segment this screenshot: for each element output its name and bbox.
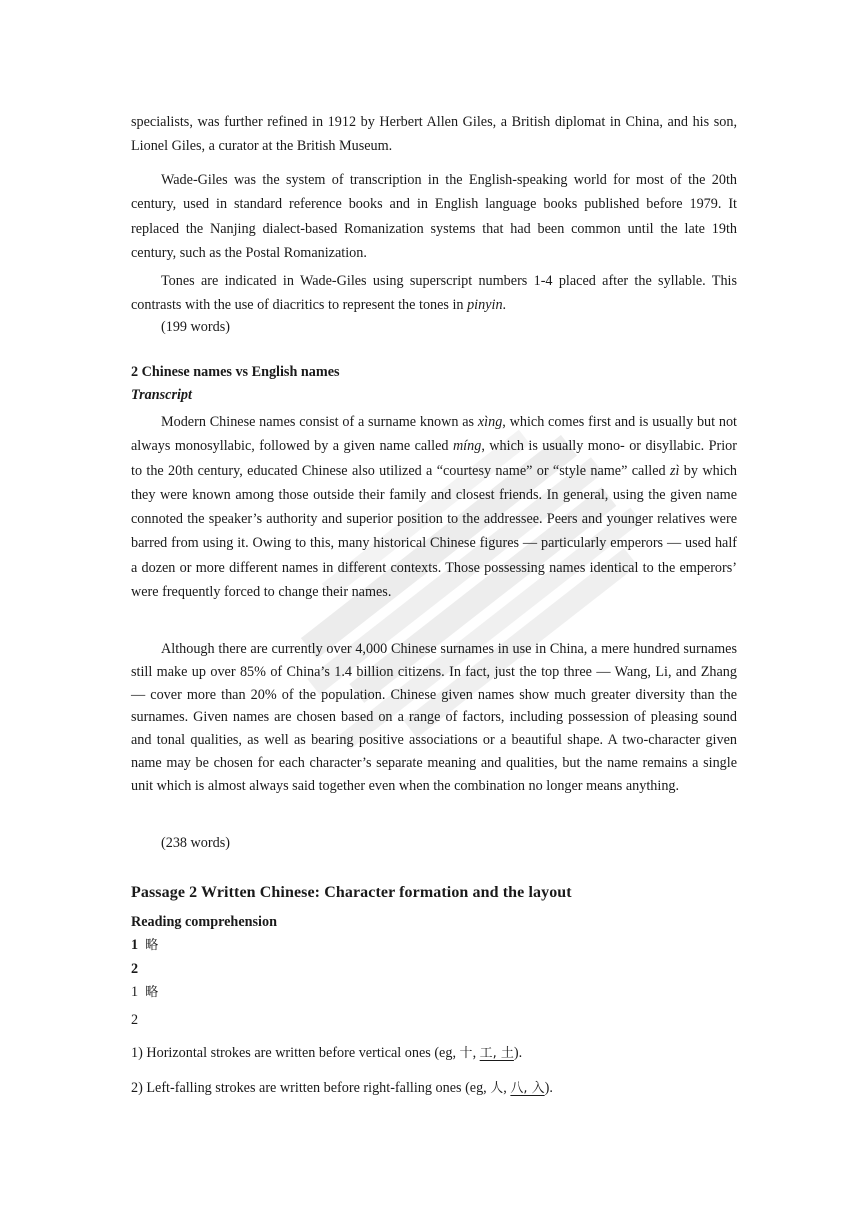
wade-giles-paragraph: Wade-Giles was the system of transcription in the English-speaking world for most of the 20th century, used in standard reference books and in English language books published before 1979. It replaced the Nanjing dialect-based Romanization systems that had been common until the late 19th century, such as the Postal Romanization.: [131, 172, 737, 261]
names-paragraph-2: Although there are currently over 4,000 Chinese surnames in use in China, a mere hundred surnames still make up over 85% of China’s 1.4 billion citizens. In fact, just the top three — Wang, Li, and Zhang — cover more than 20% of the population. Chinese given names show much greater diversity than the surnames. Given names are chosen based on a range of factors, including possession of pleasing sound and tonal qualities, as well as bearing positive associations or a beautiful shape. A two-character given name may be chosen for each character’s separate meaning and qualities, but the name remains a single unit which is almost always said together even when the combination no longer means anything.: [131, 641, 737, 794]
tones-end: .: [502, 297, 507, 314]
answer-item-2: [131, 958, 138, 980]
stroke-rule-2: [131, 1077, 553, 1100]
item-1-text: 略: [145, 938, 159, 953]
passage-2-heading: Passage 2 Written Chinese: Character formation and the layout: [131, 884, 572, 901]
sub-answer-2: 2: [131, 1012, 139, 1028]
section-2-heading: 2 Chinese names vs English names: [131, 364, 340, 380]
tones-text: Tones are indicated in Wade-Giles using superscript numbers 1-4 placed after the syllable. This contrasts with the use of diacritics to represent the tones in: [131, 273, 737, 314]
rule-2-char-person: 人: [490, 1081, 504, 1096]
rule-2-chars-underlined: 八, 入: [510, 1081, 545, 1096]
names-p1-text-2: , which comes first and is usually but not always monosyllabic, followed by a given name called: [131, 414, 737, 455]
rule-1-char-ten: 十: [459, 1046, 473, 1061]
ming-italic: míng: [452, 438, 482, 455]
sub-1-number: 1: [131, 984, 139, 1000]
sub-1-text: 略: [145, 985, 159, 1000]
rule-2-end: ).: [544, 1080, 553, 1096]
names-p1-text-4: by which they were known among those outside their family and closest friends. In general, using the given name connoted the speaker’s authority and superior position to the addressee. Peers and younger relatives were barred from using it. Owing to this, many historical Chinese figures — particularly emperors — used half a dozen or more different names in different contexts. Those possessing names identical to the emperors’ were frequently forced to change their names.: [131, 462, 737, 601]
zi-italic: zì: [669, 462, 680, 479]
names-p1-text-1: Modern Chinese names consist of a surname known as: [161, 414, 478, 430]
rule-1-end: ).: [513, 1045, 523, 1061]
rule-1-sep: ,: [472, 1045, 480, 1061]
tones-paragraph: [131, 269, 737, 318]
answer-item-1: [131, 934, 158, 957]
sub-answer-1: [131, 981, 158, 1004]
transcript-subheading: Transcript: [131, 387, 192, 403]
rule-1-text: 1) Horizontal strokes are written before vertical ones (eg,: [131, 1045, 460, 1061]
word-count-1: (199 words): [161, 319, 230, 335]
rule-2-text: 2) Left-falling strokes are written before right-falling ones (eg,: [131, 1080, 491, 1096]
item-1-number: 1: [131, 937, 139, 953]
rule-1-chars-underlined: 工, 土: [479, 1046, 514, 1061]
item-2-number: 2: [131, 961, 139, 977]
names-p1-text-3: , which is usually mono- or disyllabic. Prior to the 20th century, educated Chinese also utilized a “courtesy name” or “style name” called: [131, 438, 737, 479]
pinyin-italic: pinyin: [467, 297, 503, 314]
xing-italic: xìng: [477, 414, 503, 430]
rule-2-sep: ,: [503, 1080, 511, 1096]
intro-continuation-paragraph: specialists, was further refined in 1912 by Herbert Allen Giles, a British diplomat in China, and his son, Lionel Giles, a curator at the British Museum.: [131, 114, 737, 155]
word-count-2: (238 words): [161, 835, 230, 851]
names-paragraph-1: [131, 410, 737, 604]
reading-comprehension-heading: Reading comprehension: [131, 914, 277, 930]
stroke-rule-1: [131, 1042, 522, 1065]
